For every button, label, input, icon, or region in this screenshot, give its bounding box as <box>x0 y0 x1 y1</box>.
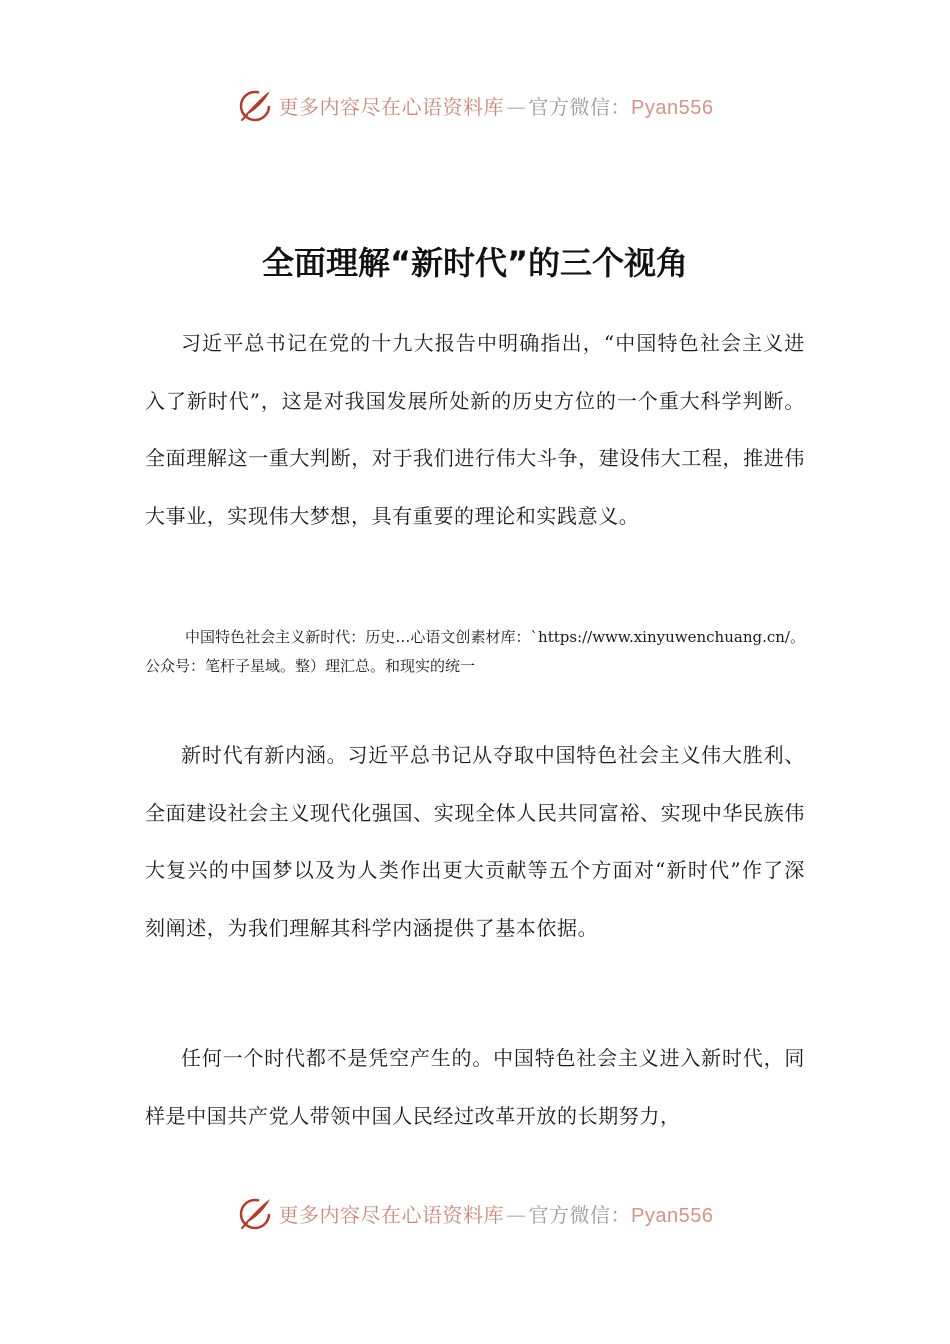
wechat-id: Pyan556 <box>631 96 714 119</box>
banner-slogan: 更多内容尽在心语资料库 <box>278 1202 505 1227</box>
banner-text <box>279 1199 714 1228</box>
header-banner <box>0 80 950 130</box>
quill-logo-icon <box>237 87 273 123</box>
wechat-label: 官方微信： <box>528 94 632 119</box>
footer-banner <box>0 1188 950 1238</box>
banner-dash: — <box>506 1202 527 1227</box>
paragraph-new-content: 新时代有新内涵。习近平总书记从夺取中国特色社会主义伟大胜利、全面建设社会主义现代化强国、实现全体人民共同富裕、实现中华民族伟大复兴的中国梦以及为人类作出更大贡献等五个方面对“新时代”作了深刻阐述，为我们理解其科学内涵提供了基本依据。 <box>145 743 805 940</box>
quill-logo-icon <box>237 1195 273 1231</box>
banner-slogan: 更多内容尽在心语资料库 <box>278 94 505 119</box>
banner-dash: — <box>506 94 527 119</box>
paragraph-history: 任何一个时代都不是凭空产生的。中国特色社会主义进入新时代，同样是中国共产党人带领中国人民经过改革开放的长期努力， <box>145 1046 805 1128</box>
wechat-label: 官方微信： <box>528 1202 632 1227</box>
paragraph-intro: 习近平总书记在党的十九大报告中明确指出，“中国特色社会主义进入了新时代”，这是对我国发展所处新的历史方位的一个重大科学判断。全面理解这一重大判断，对于我们进行伟大斗争，建设伟大工程，推进伟大事业，实现伟大梦想，具有重要的理论和实践意义。 <box>145 331 805 528</box>
banner-text <box>279 91 714 120</box>
page-title: 全面理解“新时代”的三个视角 <box>261 244 689 282</box>
paragraph-source-note: 中国特色社会主义新时代：历史…心语文创素材库：`https://www.xinyuwenchuang.cn/。公众号：笔杆子星域。整）理汇总。和现实的统一 <box>145 628 805 675</box>
wechat-id: Pyan556 <box>631 1204 714 1227</box>
